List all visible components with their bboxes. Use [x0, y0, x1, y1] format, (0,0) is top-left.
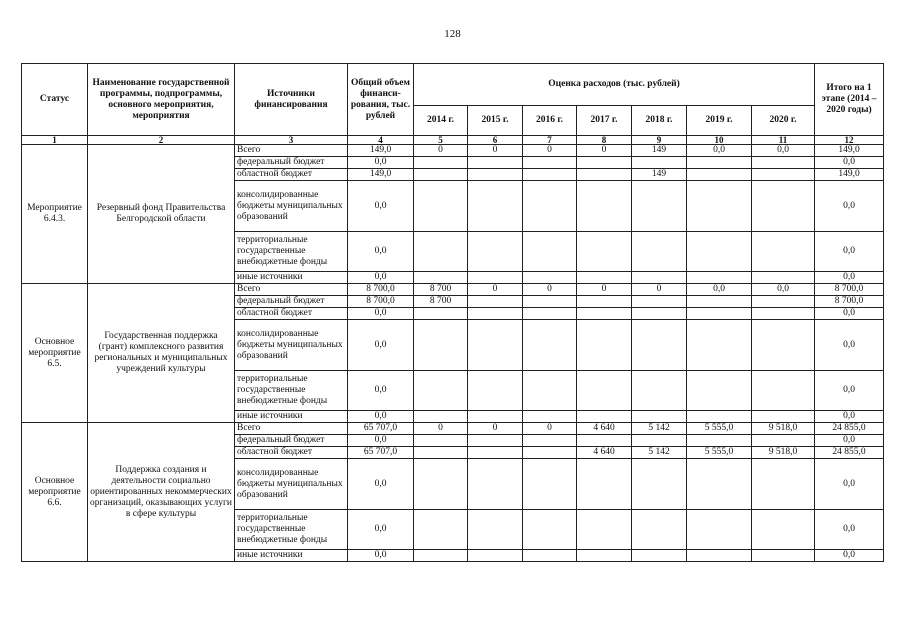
year-value-cell: 9 518,0 — [752, 423, 815, 435]
year-value-cell — [687, 169, 752, 181]
year-value-cell: 8 700 — [414, 296, 468, 308]
column-number: 11 — [752, 136, 815, 145]
column-number: 4 — [348, 136, 414, 145]
source-cell: федеральный бюджет — [235, 157, 348, 169]
year-value-cell — [577, 181, 632, 232]
header-status: Статус — [22, 64, 88, 136]
year-value-cell: 8 700 — [414, 284, 468, 296]
year-value-cell — [577, 320, 632, 371]
total-cell: 149,0 — [348, 145, 414, 157]
source-cell: областной бюджет — [235, 308, 348, 320]
year-value-cell — [687, 510, 752, 550]
stage-total-cell: 0,0 — [815, 371, 884, 411]
year-value-cell: 0,0 — [687, 284, 752, 296]
year-value-cell — [414, 157, 468, 169]
year-value-cell — [687, 459, 752, 510]
header-name: Наименование государственной программы, подпрограммы, основного мероприятия, мероприятия — [88, 64, 235, 136]
header-year: 2017 г. — [577, 106, 632, 136]
column-number: 1 — [22, 136, 88, 145]
source-cell: Всего — [235, 423, 348, 435]
year-value-cell — [523, 296, 577, 308]
year-value-cell — [687, 232, 752, 272]
year-value-cell — [632, 510, 687, 550]
year-value-cell — [523, 459, 577, 510]
year-value-cell — [414, 510, 468, 550]
year-value-cell — [687, 320, 752, 371]
year-value-cell — [752, 510, 815, 550]
year-value-cell — [687, 308, 752, 320]
table-row — [22, 423, 884, 435]
year-value-cell — [523, 435, 577, 447]
header-estimate: Оценка расходов (тыс. рублей) — [414, 64, 815, 106]
total-cell: 65 707,0 — [348, 447, 414, 459]
year-value-cell — [414, 169, 468, 181]
year-value-cell — [523, 447, 577, 459]
source-cell: федеральный бюджет — [235, 296, 348, 308]
stage-total-cell: 0,0 — [815, 435, 884, 447]
year-value-cell — [632, 435, 687, 447]
year-value-cell — [632, 181, 687, 232]
year-value-cell: 0,0 — [752, 284, 815, 296]
table-row — [22, 284, 884, 296]
year-value-cell — [577, 157, 632, 169]
year-value-cell — [577, 169, 632, 181]
year-value-cell — [632, 320, 687, 371]
total-cell: 0,0 — [348, 232, 414, 272]
year-value-cell — [752, 157, 815, 169]
year-value-cell — [468, 411, 523, 423]
year-value-cell — [468, 169, 523, 181]
year-value-cell — [414, 447, 468, 459]
year-value-cell — [752, 371, 815, 411]
year-value-cell — [752, 296, 815, 308]
year-value-cell — [632, 550, 687, 562]
year-value-cell — [468, 447, 523, 459]
year-value-cell — [523, 181, 577, 232]
year-value-cell — [687, 411, 752, 423]
total-cell: 8 700,0 — [348, 284, 414, 296]
year-value-cell: 5 555,0 — [687, 423, 752, 435]
column-number: 5 — [414, 136, 468, 145]
column-number: 8 — [577, 136, 632, 145]
year-value-cell — [752, 181, 815, 232]
year-value-cell — [468, 308, 523, 320]
column-number: 7 — [523, 136, 577, 145]
header-year: 2020 г. — [752, 106, 815, 136]
year-value-cell: 5 142 — [632, 423, 687, 435]
total-cell: 0,0 — [348, 308, 414, 320]
source-cell: консолидированные бюджеты муниципальных образований — [235, 320, 348, 371]
year-value-cell — [752, 308, 815, 320]
total-cell: 0,0 — [348, 181, 414, 232]
year-value-cell — [468, 272, 523, 284]
year-value-cell — [414, 435, 468, 447]
total-cell: 0,0 — [348, 272, 414, 284]
year-value-cell — [523, 308, 577, 320]
source-cell: иные источники — [235, 550, 348, 562]
year-value-cell — [523, 510, 577, 550]
year-value-cell — [468, 550, 523, 562]
stage-total-cell: 0,0 — [815, 459, 884, 510]
total-cell: 65 707,0 — [348, 423, 414, 435]
stage-total-cell: 0,0 — [815, 510, 884, 550]
header-sources: Источники финансирования — [235, 64, 348, 136]
table-row — [22, 145, 884, 157]
year-value-cell — [577, 232, 632, 272]
year-value-cell: 0 — [577, 284, 632, 296]
stage-total-cell: 149,0 — [815, 169, 884, 181]
stage-total-cell: 149,0 — [815, 145, 884, 157]
stage-total-cell: 8 700,0 — [815, 296, 884, 308]
year-value-cell — [414, 320, 468, 371]
year-value-cell — [752, 411, 815, 423]
header-year: 2014 г. — [414, 106, 468, 136]
year-value-cell — [523, 320, 577, 371]
year-value-cell — [577, 411, 632, 423]
column-number: 12 — [815, 136, 884, 145]
stage-total-cell: 8 700,0 — [815, 284, 884, 296]
year-value-cell — [414, 232, 468, 272]
year-value-cell — [468, 296, 523, 308]
header-total: Общий объем финанси-рования, тыс. рублей — [348, 64, 414, 136]
year-value-cell: 0 — [632, 284, 687, 296]
year-value-cell: 0 — [414, 423, 468, 435]
total-cell: 0,0 — [348, 320, 414, 371]
source-cell: областной бюджет — [235, 169, 348, 181]
year-value-cell — [577, 272, 632, 284]
column-number: 10 — [687, 136, 752, 145]
year-value-cell — [687, 157, 752, 169]
year-value-cell — [577, 435, 632, 447]
year-value-cell — [752, 169, 815, 181]
source-cell: консолидированные бюджеты муниципальных образований — [235, 181, 348, 232]
stage-total-cell: 0,0 — [815, 232, 884, 272]
year-value-cell: 5 142 — [632, 447, 687, 459]
year-value-cell: 149 — [632, 145, 687, 157]
year-value-cell — [523, 272, 577, 284]
year-value-cell — [752, 550, 815, 562]
name-cell: Резервный фонд Правительства Белгородской области — [88, 145, 235, 284]
total-cell: 0,0 — [348, 435, 414, 447]
source-cell: консолидированные бюджеты муниципальных образований — [235, 459, 348, 510]
year-value-cell — [468, 157, 523, 169]
source-cell: территориальные государственные внебюджетные фонды — [235, 371, 348, 411]
year-value-cell — [687, 272, 752, 284]
year-value-cell — [632, 411, 687, 423]
header-year: 2018 г. — [632, 106, 687, 136]
total-cell: 0,0 — [348, 157, 414, 169]
year-value-cell — [632, 272, 687, 284]
year-value-cell — [752, 232, 815, 272]
year-value-cell — [577, 296, 632, 308]
total-cell: 0,0 — [348, 550, 414, 562]
status-cell: Основное мероприятие 6.6. — [22, 423, 88, 562]
year-value-cell — [414, 550, 468, 562]
year-value-cell — [632, 157, 687, 169]
stage-total-cell: 0,0 — [815, 181, 884, 232]
stage-total-cell: 0,0 — [815, 272, 884, 284]
header-year: 2015 г. — [468, 106, 523, 136]
header-year: 2019 г. — [687, 106, 752, 136]
total-cell: 0,0 — [348, 411, 414, 423]
year-value-cell — [687, 296, 752, 308]
year-value-cell: 4 640 — [577, 423, 632, 435]
year-value-cell: 9 518,0 — [752, 447, 815, 459]
year-value-cell — [632, 232, 687, 272]
year-value-cell: 149 — [632, 169, 687, 181]
year-value-cell — [414, 181, 468, 232]
column-number: 6 — [468, 136, 523, 145]
status-cell: Основное мероприятие 6.5. — [22, 284, 88, 423]
column-number: 9 — [632, 136, 687, 145]
source-cell: иные источники — [235, 272, 348, 284]
year-value-cell — [687, 550, 752, 562]
total-cell: 0,0 — [348, 459, 414, 510]
stage-total-cell: 0,0 — [815, 157, 884, 169]
year-value-cell — [752, 272, 815, 284]
source-cell: областной бюджет — [235, 447, 348, 459]
name-cell: Поддержка создания и деятельности социально ориентированных некоммерческих организаций, оказывающих услуги в сфере культуры — [88, 423, 235, 562]
year-value-cell: 0 — [577, 145, 632, 157]
year-value-cell — [577, 459, 632, 510]
year-value-cell — [752, 459, 815, 510]
year-value-cell — [468, 435, 523, 447]
year-value-cell: 0 — [468, 284, 523, 296]
year-value-cell — [523, 232, 577, 272]
year-value-cell: 0 — [468, 145, 523, 157]
total-cell: 0,0 — [348, 371, 414, 411]
year-value-cell: 0 — [523, 145, 577, 157]
year-value-cell — [687, 435, 752, 447]
name-cell: Государственная поддержка (грант) комплексного развития региональных и муниципальных учреждений культуры — [88, 284, 235, 423]
year-value-cell — [632, 296, 687, 308]
year-value-cell — [752, 435, 815, 447]
stage-total-cell: 24 855,0 — [815, 447, 884, 459]
year-value-cell — [468, 510, 523, 550]
stage-total-cell: 0,0 — [815, 308, 884, 320]
source-cell: федеральный бюджет — [235, 435, 348, 447]
total-cell: 149,0 — [348, 169, 414, 181]
source-cell: Всего — [235, 284, 348, 296]
stage-total-cell: 0,0 — [815, 550, 884, 562]
year-value-cell — [468, 320, 523, 371]
table-header — [22, 64, 884, 145]
budget-table — [21, 63, 884, 562]
source-cell: территориальные государственные внебюджетные фонды — [235, 232, 348, 272]
year-value-cell — [577, 308, 632, 320]
stage-total-cell: 24 855,0 — [815, 423, 884, 435]
year-value-cell — [523, 157, 577, 169]
year-value-cell — [468, 181, 523, 232]
column-number-row — [22, 136, 884, 145]
year-value-cell — [523, 550, 577, 562]
year-value-cell: 0 — [523, 284, 577, 296]
year-value-cell — [414, 459, 468, 510]
year-value-cell — [523, 169, 577, 181]
total-cell: 8 700,0 — [348, 296, 414, 308]
year-value-cell — [577, 510, 632, 550]
year-value-cell — [468, 232, 523, 272]
year-value-cell — [752, 320, 815, 371]
year-value-cell — [468, 371, 523, 411]
header-year: 2016 г. — [523, 106, 577, 136]
year-value-cell — [468, 459, 523, 510]
year-value-cell: 0 — [468, 423, 523, 435]
year-value-cell — [414, 272, 468, 284]
column-number: 3 — [235, 136, 348, 145]
table-body — [22, 145, 884, 562]
total-cell: 0,0 — [348, 510, 414, 550]
page-number: 128 — [444, 28, 461, 40]
column-number: 2 — [88, 136, 235, 145]
year-value-cell: 4 640 — [577, 447, 632, 459]
year-value-cell — [632, 459, 687, 510]
year-value-cell — [632, 371, 687, 411]
stage-total-cell: 0,0 — [815, 411, 884, 423]
year-value-cell — [414, 411, 468, 423]
source-cell: иные источники — [235, 411, 348, 423]
source-cell: Всего — [235, 145, 348, 157]
year-value-cell — [523, 411, 577, 423]
year-value-cell: 0,0 — [687, 145, 752, 157]
year-value-cell — [577, 371, 632, 411]
year-value-cell — [687, 181, 752, 232]
year-value-cell: 5 555,0 — [687, 447, 752, 459]
year-value-cell — [687, 371, 752, 411]
header-stage-total: Итого на 1 этапе (2014 – 2020 годы) — [815, 64, 884, 136]
year-value-cell — [414, 371, 468, 411]
year-value-cell — [632, 308, 687, 320]
year-value-cell: 0 — [523, 423, 577, 435]
stage-total-cell: 0,0 — [815, 320, 884, 371]
status-cell: Мероприятие 6.4.3. — [22, 145, 88, 284]
year-value-cell: 0 — [414, 145, 468, 157]
source-cell: территориальные государственные внебюджетные фонды — [235, 510, 348, 550]
year-value-cell — [577, 550, 632, 562]
year-value-cell — [523, 371, 577, 411]
year-value-cell: 0,0 — [752, 145, 815, 157]
year-value-cell — [414, 308, 468, 320]
